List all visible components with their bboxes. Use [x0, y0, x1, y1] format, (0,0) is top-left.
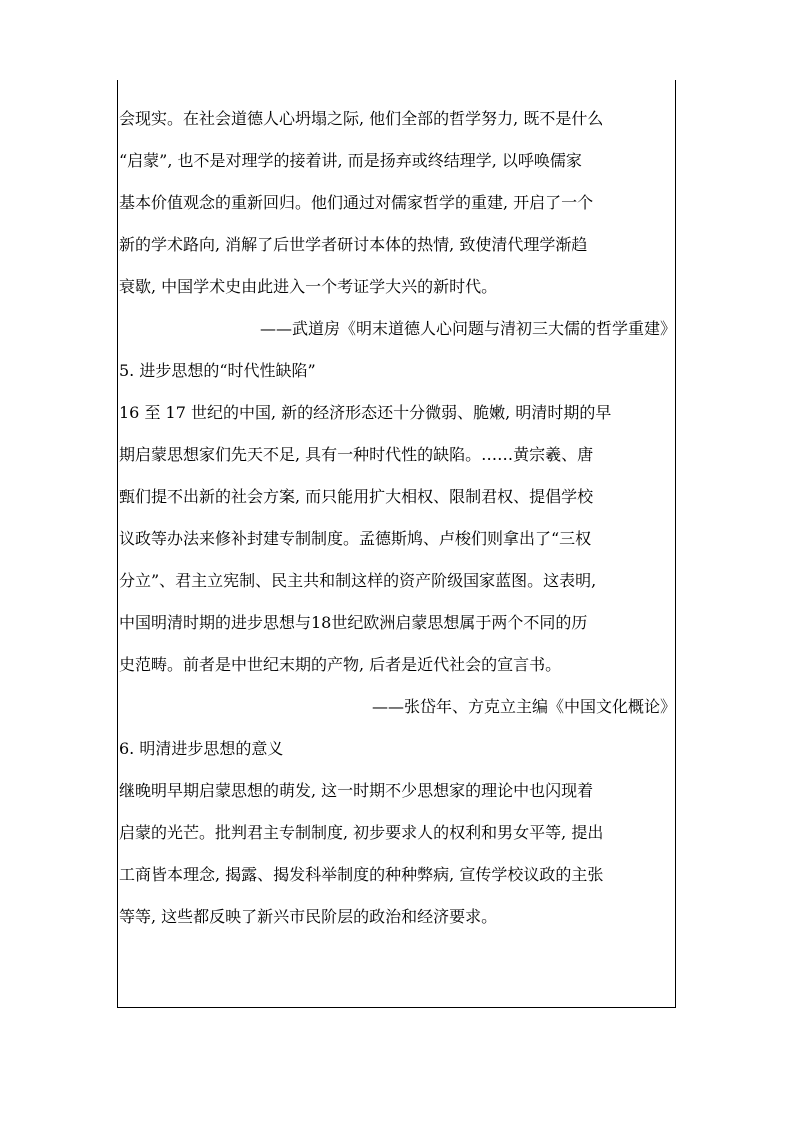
citation: ——张岱年、方克立主编《中国文化概论》 [371, 697, 676, 716]
paragraph-line: 等等, 这些都反映了新兴市民阶层的政治和经济要求。 [119, 907, 498, 926]
paragraph-line: 分立”、君主立宪制、民主共和制这样的资产阶级国家蓝图。这表明, [119, 571, 597, 590]
paragraph-line: 基本价值观念的重新回归。他们通过对儒家哲学的重建, 开启了一个 [119, 193, 594, 212]
paragraph [119, 98, 676, 308]
section-heading: 5. 进步思想的“时代性缺陷” [119, 361, 316, 380]
paragraph-line: 继晚明早期启蒙思想的萌发, 这一时期不少思想家的理论中也闪现着 [119, 781, 594, 800]
paragraph-line: 新的学术路向, 消解了后世学者研讨本体的热情, 致使清代理学渐趋 [119, 235, 588, 254]
paragraph-line: “启蒙”, 也不是对理学的接着讲, 而是扬弃或终结理学, 以呼唤儒家 [119, 151, 582, 170]
paragraph-line: 会现实。在社会道德人心坍塌之际, 他们全部的哲学努力, 既不是什么 [119, 109, 604, 128]
paragraph-line: 启蒙的光芒。批判君主专制制度, 初步要求人的权利和男女平等, 提出 [119, 823, 604, 842]
document-body [119, 98, 676, 938]
paragraph-line: 议政等办法来修补封建专制制度。孟德斯鸠、卢梭们则拿出了“三权 [119, 529, 592, 548]
paragraph-line: 工商皆本理念, 揭露、揭发科举制度的种种弊病, 宣传学校议政的主张 [119, 865, 604, 884]
paragraph [119, 392, 676, 686]
paragraph-line: 16 至 17 世纪的中国, 新的经济形态还十分微弱、脆嫩, 明清时期的早 [119, 403, 612, 422]
paragraph-line: 衰歇, 中国学术史由此进入一个考证学大兴的新时代。 [119, 277, 498, 296]
section-heading: 6. 明清进步思想的意义 [119, 739, 284, 758]
citation: ——武道房《明末道德人心问题与清初三大儒的哲学重建》 [259, 319, 676, 338]
paragraph-line: 甄们提不出新的社会方案, 而只能用扩大相权、限制君权、提倡学校 [119, 487, 594, 506]
paragraph-line: 期启蒙思想家们先天不足, 具有一种时代性的缺陷。……黄宗羲、唐 [119, 445, 594, 464]
paragraph-line: 史范畴。前者是中世纪末期的产物, 后者是近代社会的宣言书。 [119, 655, 562, 674]
paragraph-line: 中国明清时期的进步思想与18世纪欧洲启蒙思想属于两个不同的历 [119, 613, 588, 632]
paragraph [119, 770, 676, 938]
